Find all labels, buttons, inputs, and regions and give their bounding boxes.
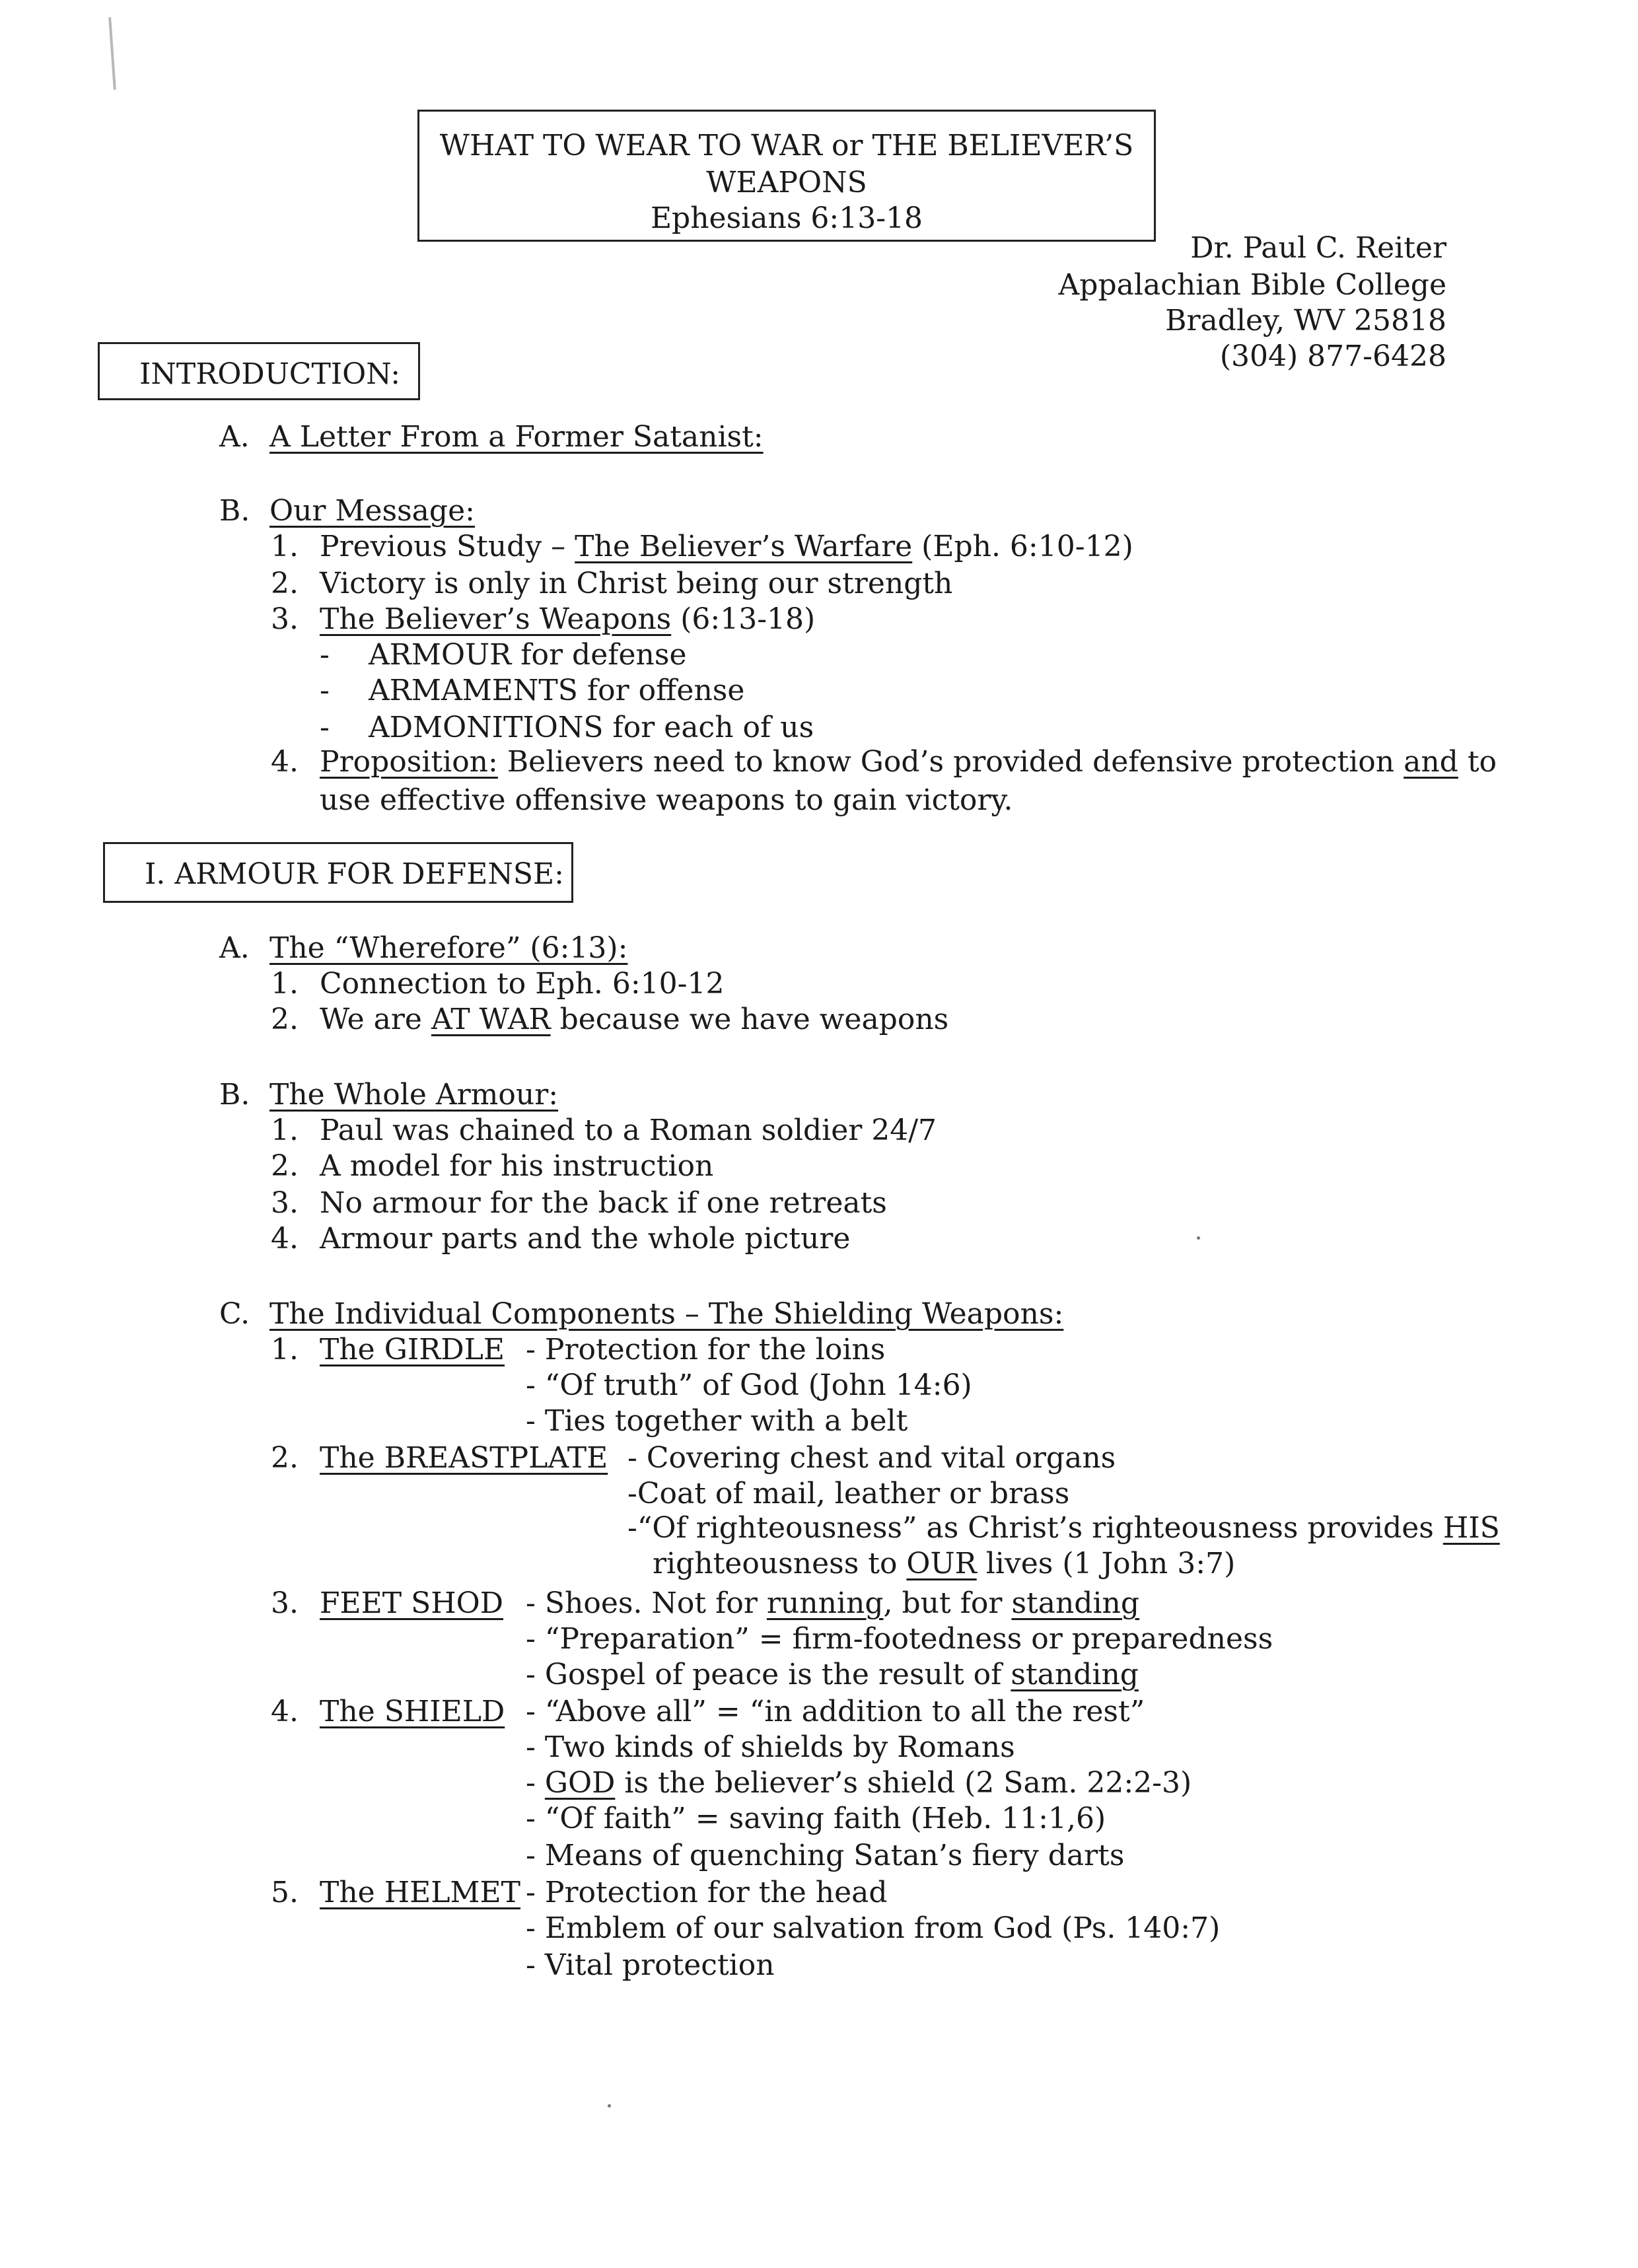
section-1-b-item-4: Armour parts and the whole picture	[320, 1222, 851, 1256]
section-1-heading: I. ARMOUR FOR DEFENSE:	[145, 857, 564, 891]
author-college: Appalachian Bible College	[1058, 268, 1446, 302]
intro-item-1: Previous Study – The Believer’s Warfare (Eph. 6:10-12)	[320, 530, 1133, 563]
scan-mark	[108, 17, 116, 90]
shield-line-5: - Means of quenching Satan’s fiery darts	[526, 1839, 1125, 1872]
scan-speck	[608, 2104, 611, 2108]
intro-item-3: The Believer’s Weapons (6:13-18)	[320, 602, 816, 636]
shield-line-3: - GOD is the believer’s shield (2 Sam. 22:2-3)	[526, 1766, 1192, 1800]
feet-line-1: - Shoes. Not for running, but for standing	[526, 1586, 1140, 1620]
scan-speck	[1197, 1236, 1200, 1240]
feet-shod-label: FEET SHOD	[320, 1586, 503, 1620]
section-1-b-letter: B.	[219, 1078, 250, 1112]
intro-b-letter: B.	[219, 494, 250, 528]
shield-line-4: - “Of faith” = saving faith (Heb. 11:1,6)	[526, 1802, 1106, 1835]
list-number: 4.	[271, 745, 299, 779]
list-number: 4.	[271, 1695, 299, 1728]
intro-item-2: Victory is only in Christ being our strength	[320, 567, 953, 600]
section-1-a-item-1: Connection to Eph. 6:10-12	[320, 967, 725, 1001]
breastplate-line-3: -“Of righteousness” as Christ’s righteousness provides HIS	[627, 1511, 1500, 1545]
list-number: 2.	[271, 1441, 299, 1475]
section-1-c-letter: C.	[219, 1297, 250, 1331]
girdle-line-2: - “Of truth” of God (John 14:6)	[526, 1368, 972, 1402]
introduction-heading-box	[98, 342, 420, 400]
breastplate-line-2: -Coat of mail, leather or brass	[627, 1477, 1070, 1510]
proposition-line-2: use effective offensive weapons to gain victory.	[320, 783, 1013, 817]
dash-bullet: -	[320, 711, 330, 744]
title-line-2: WEAPONS	[706, 166, 867, 199]
girdle-label: The GIRDLE	[320, 1333, 505, 1366]
list-number: 2.	[271, 1149, 299, 1183]
intro-a-letter: A.	[219, 420, 250, 454]
breastplate-label: The BREASTPLATE	[320, 1441, 608, 1475]
introduction-heading: INTRODUCTION:	[139, 357, 401, 391]
list-number: 2.	[271, 1003, 299, 1036]
section-1-b-item-3: No armour for the back if one retreats	[320, 1186, 887, 1220]
list-number: 1.	[271, 530, 299, 563]
feet-line-2: - “Preparation” = firm-footedness or preparedness	[526, 1622, 1273, 1656]
proposition-line-1: Proposition: Believers need to know God’s provided defensive protection and to	[320, 745, 1497, 779]
girdle-line-3: - Ties together with a belt	[526, 1404, 908, 1438]
list-number: 3.	[271, 1586, 299, 1620]
dash-bullet: -	[320, 674, 330, 707]
dash-bullet: -	[320, 638, 330, 672]
shield-line-1: - “Above all” = “in addition to all the rest”	[526, 1695, 1145, 1728]
dash-item-admonitions: ADMONITIONS for each of us	[369, 711, 814, 744]
section-1-heading-box	[103, 842, 573, 903]
author-name: Dr. Paul C. Reiter	[1190, 231, 1446, 265]
intro-a-heading: A Letter From a Former Satanist:	[269, 420, 764, 454]
list-number: 1.	[271, 1114, 299, 1147]
author-phone: (304) 877-6428	[1219, 339, 1446, 373]
list-number: 1.	[271, 967, 299, 1001]
helmet-line-3: - Vital protection	[526, 1948, 775, 1982]
list-number: 4.	[271, 1222, 299, 1256]
title-box	[417, 110, 1156, 242]
breastplate-line-1: - Covering chest and vital organs	[627, 1441, 1116, 1475]
section-1-b-item-1: Paul was chained to a Roman soldier 24/7	[320, 1114, 937, 1147]
list-number: 3.	[271, 602, 299, 636]
girdle-line-1: - Protection for the loins	[526, 1333, 886, 1366]
helmet-label: The HELMET	[320, 1876, 520, 1909]
section-1-a-item-2: We are AT WAR because we have weapons	[320, 1003, 949, 1036]
section-1-b-heading: The Whole Armour:	[269, 1078, 559, 1112]
list-number: 2.	[271, 567, 299, 600]
section-1-c-heading: The Individual Components – The Shielding Weapons:	[269, 1297, 1064, 1331]
shield-line-2: - Two kinds of shields by Romans	[526, 1730, 1015, 1764]
list-number: 1.	[271, 1333, 299, 1366]
section-1-a-heading: The “Wherefore” (6:13):	[269, 931, 628, 965]
breastplate-line-4: righteousness to OUR lives (1 John 3:7)	[653, 1547, 1236, 1580]
dash-item-armour: ARMOUR for defense	[369, 638, 687, 672]
title-line-1: WHAT TO WEAR TO WAR or THE BELIEVER’S	[439, 129, 1134, 162]
list-number: 3.	[271, 1186, 299, 1220]
helmet-line-2: - Emblem of our salvation from God (Ps. 140:7)	[526, 1911, 1221, 1945]
section-1-b-item-2: A model for his instruction	[320, 1149, 714, 1183]
title-line-3: Ephesians 6:13-18	[650, 201, 923, 235]
feet-line-3: - Gospel of peace is the result of standing	[526, 1658, 1139, 1691]
shield-label: The SHIELD	[320, 1695, 505, 1728]
dash-item-armaments: ARMAMENTS for offense	[369, 674, 745, 707]
helmet-line-1: - Protection for the head	[526, 1876, 888, 1909]
section-1-a-letter: A.	[219, 931, 250, 965]
intro-b-heading: Our Message:	[269, 494, 475, 528]
list-number: 5.	[271, 1876, 299, 1909]
author-city: Bradley, WV 25818	[1165, 304, 1446, 337]
